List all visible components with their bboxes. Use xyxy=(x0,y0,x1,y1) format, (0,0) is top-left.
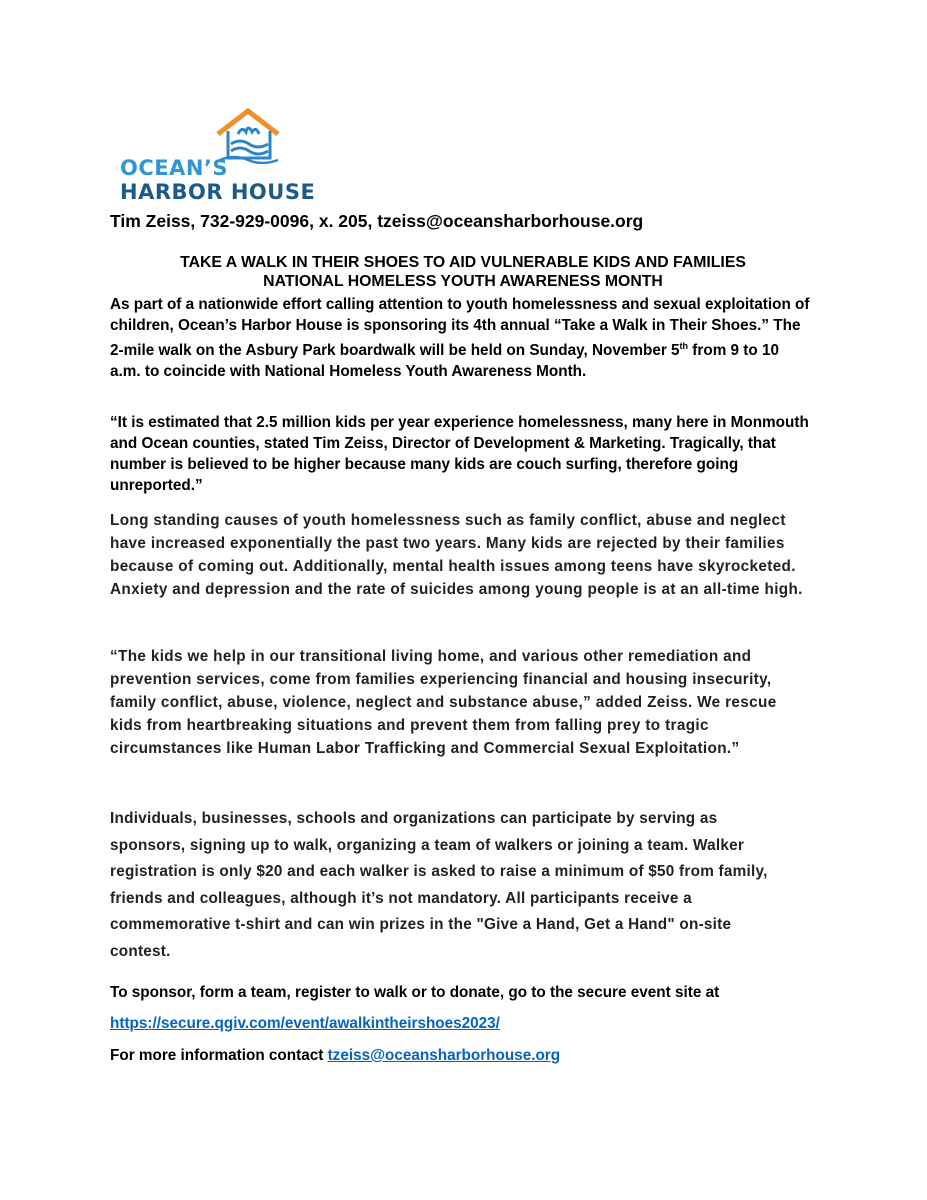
paragraph-participation: Individuals, businesses, schools and organizations can participate by serving as sponsors, signing up to walk, organizing a team of walkers or joining a team. Walker registration is only $20 and each walker is asked to raise a minimum of $50 from family, friends and colleagues, although it’s not mandatory. All participants receive a commemorative t-shirt and can win prizes in the "Give a Hand, Get a Hand" on-site contest. xyxy=(110,810,768,960)
logo-text-top: OCEAN’S xyxy=(120,156,229,180)
contact-more-line xyxy=(110,1047,560,1065)
event-link-line xyxy=(110,1015,500,1033)
paragraph-quote-services: “The kids we help in our transitional living home, and various other remediation and prevention services, come from families experiencing financial and housing insecurity, family conflict, abuse, violence, neglect and substance abuse,” added Zeiss. We rescue kids from heartbreaking situations and prevent them from falling prey to tragic circumstances like Human Labor Trafficking and Commercial Sexual Exploitation.” xyxy=(110,648,777,757)
organization-logo xyxy=(120,108,316,206)
paragraph-causes: Long standing causes of youth homelessness such as family conflict, abuse and neglect have increased exponentially the past two years. Many kids are rejected by their families because of coming out. Additionally, mental health issues among teens have skyrocketed. Anxiety and depression and the rate of suicides among young people is at an all-time high. xyxy=(110,512,803,598)
logo-text-bottom: HARBOR HOUSE xyxy=(120,180,316,204)
paragraph-intro xyxy=(110,294,810,382)
paragraph-intro-text: As part of a nationwide effort calling attention to youth homelessness and sexual exploitation of children, Ocean’s Harbor House is sponsoring its 4th annual “Take a Walk in Their Shoes.” The 2-mile walk on the Asbury Park boardwalk will be held on Sunday, November 5 xyxy=(110,296,810,360)
paragraph-intro-text-end: from 9 to 10 a.m. to coincide with National Homeless Youth Awareness Month. xyxy=(110,342,779,381)
paragraph-call-to-action: To sponsor, form a team, register to walk or to donate, go to the secure event site at xyxy=(110,984,720,1001)
contact-line: Tim Zeiss, 732-929-0096, x. 205, tzeiss@oceansharborhouse.org xyxy=(110,211,644,231)
paragraph-quote-statistics: “It is estimated that 2.5 million kids per year experience homelessness, many here in Monmouth and Ocean counties, stated Tim Zeiss, Director of Development & Marketing. Tragically, that number is believed to be higher because many kids are couch surfing, therefore going unreported.” xyxy=(110,414,809,494)
headline-subtitle: NATIONAL HOMELESS YOUTH AWARENESS MONTH xyxy=(263,273,663,290)
date-ordinal-suffix: th xyxy=(679,341,689,351)
contact-email-link[interactable]: tzeiss@oceansharborhouse.org xyxy=(327,1047,561,1064)
contact-more-label: For more information contact xyxy=(110,1047,328,1064)
headline-title: TAKE A WALK IN THEIR SHOES TO AID VULNERABLE KIDS AND FAMILIES xyxy=(180,254,746,271)
event-registration-link[interactable]: https://secure.qgiv.com/event/awalkintheirshoes2023/ xyxy=(110,1015,500,1032)
